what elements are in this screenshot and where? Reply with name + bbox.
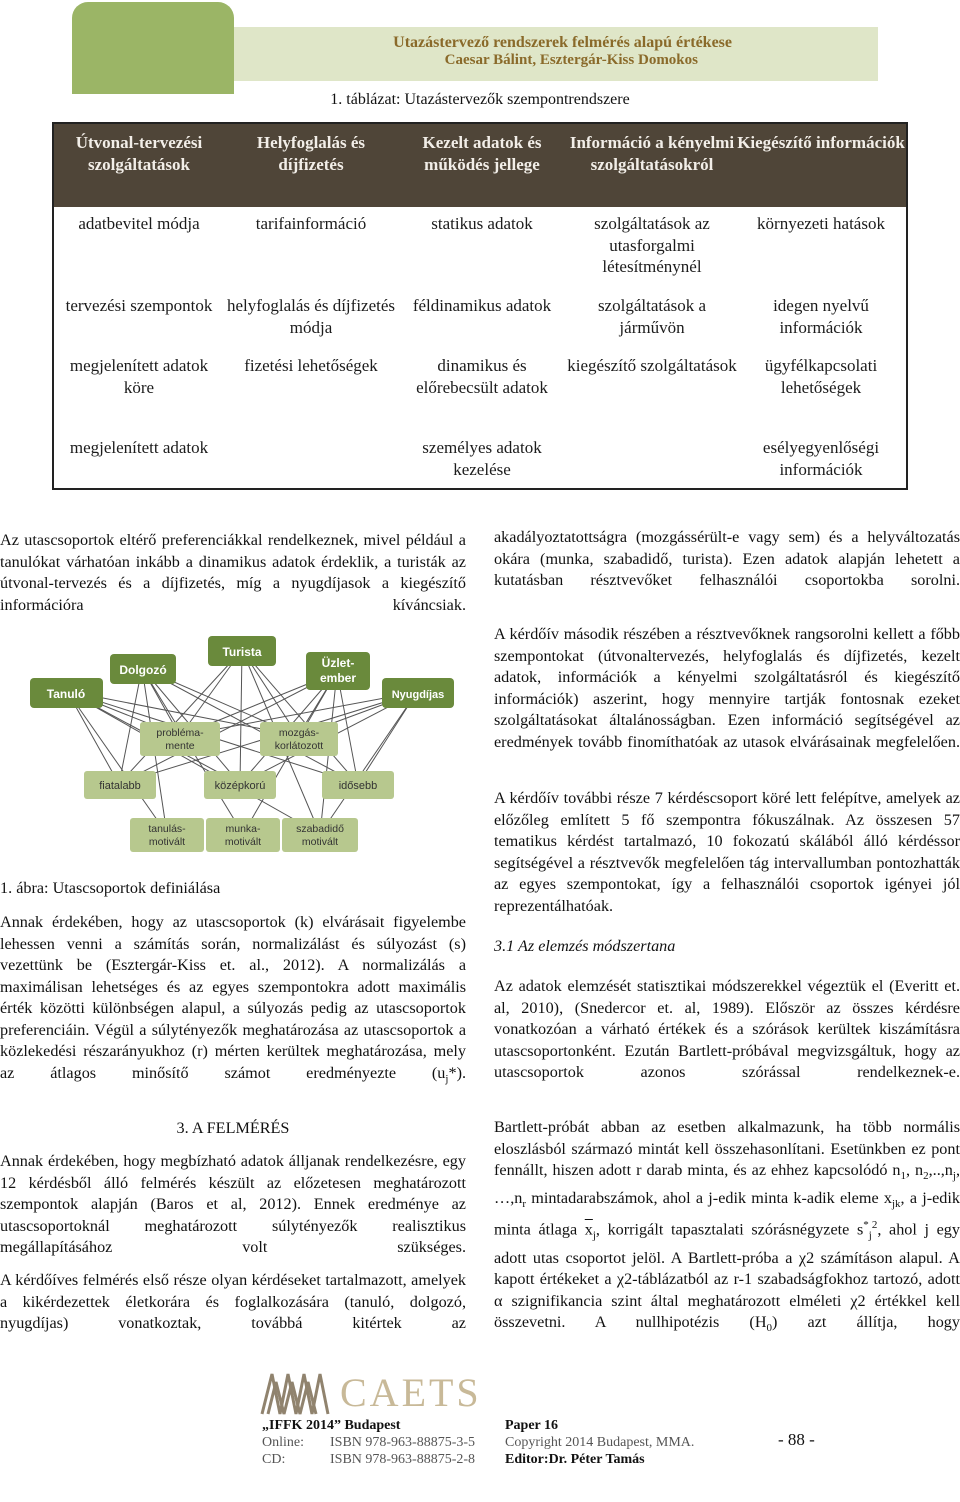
- p5-text-d: , …,n: [494, 1161, 960, 1207]
- left-paragraph-1: Az utascsoportok eltérő preferenciákkal rendelkeznek, mivel például a tanulókat várhatóan inkább a dinamikus adatok érdeklik, a turisták az útvonal-tervezés és a díjfizetés, míg a nyugdíjasok a kiegészítő információra kíváncsiak.: [0, 531, 466, 614]
- table-cell: idegen nyelvű információk: [773, 296, 869, 337]
- table-header-cell: Információ a kényelmi szolgáltatásokról: [569, 133, 735, 174]
- left-paragraph-3: Annak érdekében, hogy megbízható adatok álljanak rendelkezésre, egy 12 kérdésből álló felmérés készült az előzetesen meghatározott szempontok alapján (Baros et al, 2012). Ennek eredménye az utascsoportoknál meghatározott súlytényezők realisztikus megállapításához volt szükséges.: [0, 1152, 466, 1256]
- right-paragraph-1: akadályoztatottságra (mozgássérült-e vagy sem) és a helyváltozatás okára (munka, szabadidő, turista). Ezen adatok alapján lehetett a kutatásban résztvevőket felhasználói csoportokba sorolni.: [494, 528, 960, 589]
- table-caption: 1. táblázat: Utazástervezők szempontrendszere: [330, 91, 630, 108]
- footer-online-isbn: ISBN 978-963-88875-3-5: [330, 1435, 476, 1450]
- caets-logo: [258, 1366, 498, 1418]
- table-cell: adatbevitel módja: [78, 214, 200, 233]
- node-turista-label: Turista: [222, 645, 262, 659]
- requirements-table: [52, 122, 908, 490]
- table-cell: szolgáltatások a járművön: [597, 296, 707, 337]
- p5-text-b: , n: [906, 1161, 924, 1179]
- page-number: - 88 -: [778, 1430, 815, 1449]
- subscript-2: 2: [923, 1170, 929, 1183]
- node-problemamentes-label-2: mente: [165, 740, 195, 752]
- table-cell: megjelenített adatok köre: [69, 356, 209, 397]
- running-authors: Caesar Bálint, Esztergár-Kiss Domokos: [444, 52, 698, 68]
- footer-editor: [505, 1452, 645, 1468]
- left-paragraph-2-end: *).: [448, 1063, 466, 1082]
- footer-online-label: Online:: [262, 1435, 304, 1450]
- subscript-j: j: [592, 1230, 596, 1243]
- p5-text-e: mintadarabszámok, ahol a j-edik minta k-adik eleme x: [526, 1188, 892, 1207]
- left-paragraph-4: A kérdőíves felmérés első része olyan kérdéseket tartalmazott, amelyek a kikérdezettek életkorára és foglalkozására (tanuló, dolgozó, nyugdíjas) vonatkoztak, továbbá kitértek az: [0, 1271, 466, 1332]
- table-cell: szolgáltatások az utasforgalmi létesítménynél: [594, 214, 710, 276]
- p5-text-h: , ahol j egy adott utas csoportot jelöl. A Bartlett-próba a χ2 számításon alapul. A kapott értékeket a χ2-táblázatból az r-1 szabadságfokhoz tartozó, adott α szignifikancia szint által meghatározott elméleti χ2 értékkel kell összevetni. A nullhipotézis (H: [494, 1220, 960, 1332]
- node-szabadidomotivalt-label-2: motivált: [301, 836, 339, 848]
- table-cell: tarifainformáció: [255, 214, 367, 233]
- subsection-heading: 3.1 Az elemzés módszertana: [494, 937, 676, 955]
- node-munkamotivalt-label-2: motivált: [224, 836, 262, 848]
- left-paragraph-2-text: Annak érdekében, hogy az utascsoportok (k) elvárásait figyelembe lehessen venni a számítás során, normalizálást és súlyozást (s) vezettünk be (Esztergár-Kiss et. al., 2012). A normalizálás a maximálisan lehetséges és az egyes szempontokra adott maximális érték közötti különbségen alapul, a súlyozás pedig az utascsoportok preferenciáin. Végül a súlytényezők meghatározása az utascsoportok a közlekedési részarányukhoz (r) mérten kerültek meghatározása, mely az átlagos minősítő számot eredményezte (u: [0, 913, 466, 1082]
- table-cell: statikus adatok: [431, 214, 533, 233]
- table-header-row: [54, 124, 906, 207]
- table-header-cell: Helyfoglalás és díjfizetés: [256, 133, 366, 174]
- footer-paper: Paper 16: [505, 1418, 559, 1433]
- footer-cd-isbn: ISBN 978-963-88875-2-8: [330, 1452, 476, 1467]
- footer-conference: „IFFK 2014” Budapest: [262, 1418, 401, 1433]
- table-header-cell: Útvonal-tervezési szolgáltatások: [75, 133, 203, 174]
- footer-editor-label: Editor:: [505, 1452, 549, 1467]
- node-uzletember-label-2: ember: [319, 671, 357, 685]
- figure-caption: 1. ábra: Utascsoportok definiálása: [0, 879, 221, 897]
- p5-text-g: , korrigált tapasztalati szórásnégyzete s: [595, 1220, 864, 1239]
- subscript-j: j: [868, 1230, 872, 1243]
- node-idosebb-label: idősebb: [338, 780, 378, 792]
- node-problemamentes-label-1: probléma-: [156, 727, 204, 739]
- node-szabadidomotivalt-label-1: szabadidő: [296, 823, 344, 835]
- node-tanulo-label: Tanuló: [46, 687, 86, 701]
- table-cell: esélyegyenlőségi információk: [762, 438, 880, 479]
- header-tab: [72, 2, 234, 94]
- table-cell: dinamikus és előrebecsült adatok: [416, 356, 548, 397]
- table-header-cell: Kiegészítő információk: [737, 133, 905, 152]
- subscript-j: j: [952, 1170, 956, 1183]
- right-paragraph-2: A kérdőív második részében a résztvevőknek rangsorolni kellett a főbb szempontokat (útvonaltervezés, helyfoglalás és díjfizetés, kezelt adatok, információk a kényelmi szolgáltatásról és kiegészítő információk) aszerint, hogy mennyire tartják fontosnak ezeket szolgáltatásokat általánosságban. Ezen információ segítségével az eredmények tovább finomíthatóak az utasok elvárásainak megfelelően.: [494, 625, 960, 751]
- running-title: Utazástervező rendszerek felmérés alapú értékese: [393, 34, 732, 51]
- footer-copyright: Copyright 2014 Budapest, MMA.: [505, 1435, 695, 1450]
- passenger-group-diagram: [22, 628, 460, 860]
- node-mozgaskorlatozott-label-2: korlátozott: [274, 740, 324, 752]
- footer-editor-name: Dr. Péter Tamás: [548, 1452, 645, 1467]
- p5-text-c: ,..,n: [928, 1161, 953, 1179]
- right-paragraph-5: [494, 1117, 960, 1361]
- subscript-1: 1: [900, 1170, 906, 1183]
- footer-cd-label: CD:: [262, 1452, 286, 1467]
- table-cell: tervezési szempontok: [65, 296, 213, 315]
- right-paragraph-3: A kérdőív további része 7 kérdéscsoport köré lett felépítve, amelyek az előzőleg említett 5 fő szempontra fókuszálnak. Az összesen 57 tematikus kérdést tartalmazó, 10 fokozatú skálából álló kérdéssor segítségével a résztvevők megfelelően tág intervallumban pontozhatták az egyes szempontokat, így a felhasználói csoportok igényei jól reprezentálhatóak.: [494, 789, 960, 915]
- table-cell: ügyfélkapcsolati lehetőségek: [764, 356, 878, 397]
- node-nyugdijas-label: Nyugdíjas: [391, 689, 445, 701]
- table-cell: féldinamikus adatok: [412, 296, 552, 315]
- node-dolgozo-label: Dolgozó: [119, 663, 167, 677]
- table-header-cell: Kezelt adatok és működés jellege: [422, 133, 542, 174]
- superscript-2: 2: [871, 1219, 878, 1232]
- table-cell: környezeti hatások: [757, 214, 885, 233]
- subscript-jk: jk: [891, 1197, 901, 1210]
- logo-text: CAETS: [340, 1370, 482, 1415]
- node-tanulasmotivalt-label-1: tanulás-: [148, 823, 186, 835]
- left-paragraph-2: [0, 912, 466, 1112]
- p5-text-f: , a j-edik minta átlaga: [494, 1188, 960, 1239]
- p5-text-i: ) azt állítja, hogy: [772, 1313, 960, 1332]
- node-kozepkoru-label: középkorú: [214, 780, 266, 792]
- subscript-0: 0: [766, 1322, 773, 1335]
- section-heading: 3. A FELMÉRÉS: [176, 1119, 290, 1137]
- subscript-j: j: [445, 1072, 449, 1085]
- logo-mark: [262, 1374, 328, 1414]
- table-cell: megjelenített adatok: [69, 438, 209, 457]
- table-cell: fizetési lehetőségek: [244, 356, 378, 375]
- node-uzletember-label-1: Üzlet-: [321, 656, 355, 670]
- node-fiatalabb-label: fiatalabb: [99, 780, 141, 792]
- p5-text-a: Bartlett-próbát abban az esetben alkalmazunk, ha több normális eloszlásból származó mintát kell összehasonlítani. Esetünkben ez pont fennállt, hiszen adott r darab minta, és az ehhez kapcsolódó n: [494, 1118, 960, 1179]
- node-tanulasmotivalt-label-2: motivált: [148, 836, 186, 848]
- subscript-r: r: [522, 1197, 526, 1210]
- node-munkamotivalt-label-1: munka-: [225, 823, 261, 835]
- table-cell: helyfoglalás és díjfizetés módja: [226, 296, 396, 337]
- table-cell: kiegészítő szolgáltatások: [567, 356, 737, 375]
- node-mozgaskorlatozott-label-1: mozgás-: [278, 727, 320, 739]
- right-paragraph-4: Az adatok elemzését statisztikai módszerekkel végeztük el (Everitt et. al, 2010), (Snedercor et. al, 1989). Először az összes kérdésre vonatkozóan a várható értékek és a szórások kerültek kiszámításra utascsoportonként. Ezután Bartlett-próbával megvizsgáltuk, hogy az utascsoportok azonos szórással rendelkeznek-e.: [494, 977, 960, 1081]
- x-bar: $\overline{x}$: [584, 1220, 593, 1239]
- table-cell: személyes adatok kezelése: [422, 438, 542, 479]
- superscript-star: *: [863, 1219, 869, 1232]
